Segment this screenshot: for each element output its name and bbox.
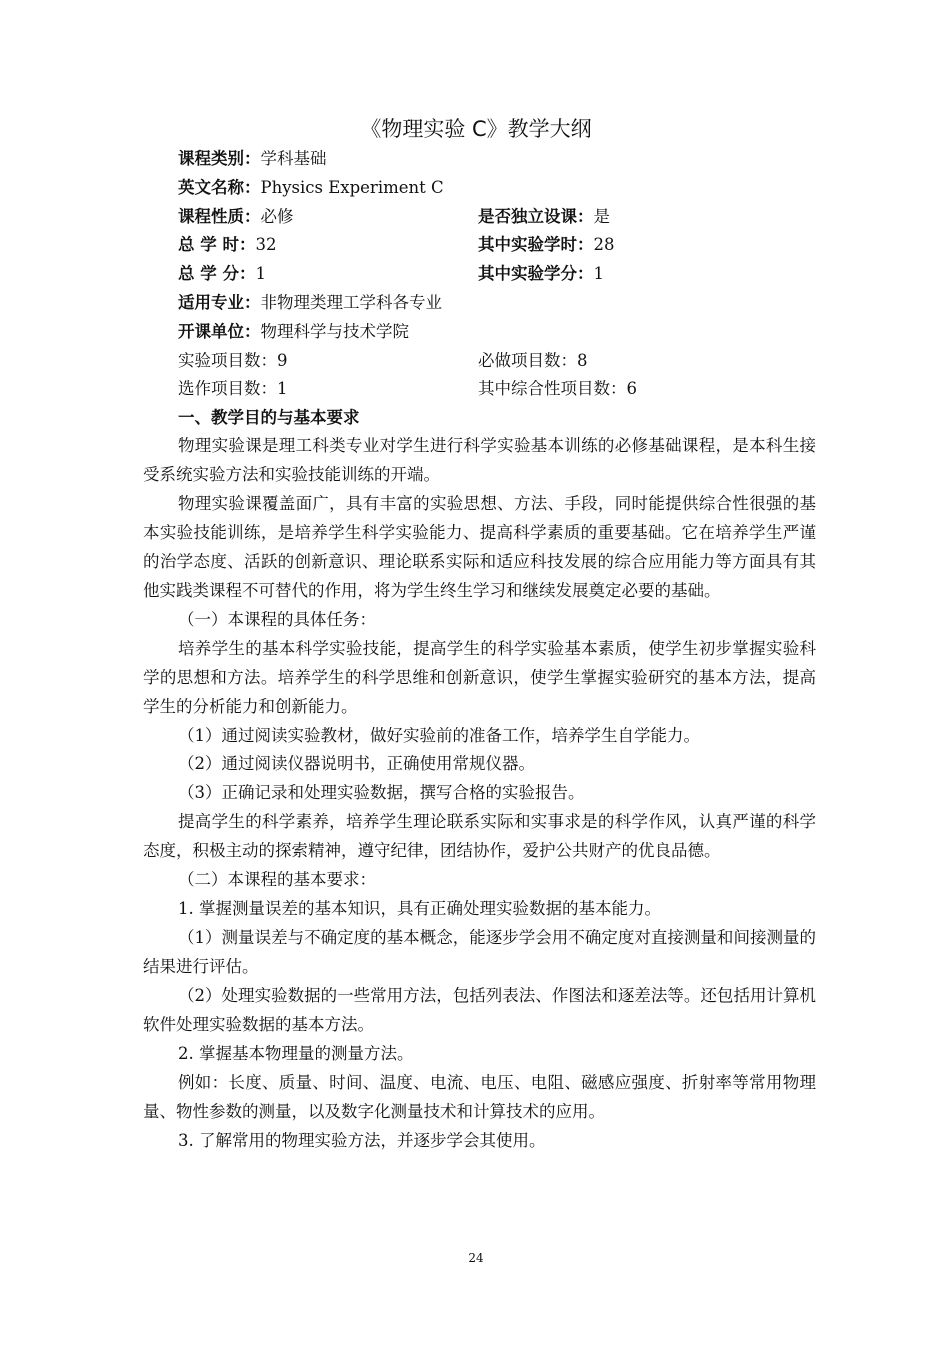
meta-row xyxy=(178,174,838,203)
meta-row xyxy=(178,347,838,376)
comprehensive-count: 其中综合性项目数：6 xyxy=(478,379,637,399)
independent-value: 是 xyxy=(593,206,610,226)
total-hours-value: 32 xyxy=(255,235,277,255)
list-item: 1. 掌握测量误差的基本知识，具有正确处理实验数据的基本能力。 xyxy=(178,899,661,919)
meta-row xyxy=(178,231,838,260)
meta-row xyxy=(178,203,838,232)
page-number: 24 xyxy=(468,1251,484,1265)
paragraph: 培养学生的基本科学实验技能，提高学生的科学实验基本素质，使学生初步掌握实验科学的思想和方法。培养学生的科学思维和创新意识，使学生掌握实验研究的基本方法，提高学生的分析能力和创新能力。 xyxy=(143,638,816,716)
meta-row xyxy=(178,145,838,174)
required-count: 必做项目数：8 xyxy=(478,350,588,370)
total-credits-value: 1 xyxy=(255,264,266,284)
document-title: 《物理实验 C》教学大纲 xyxy=(360,117,592,141)
meta-row xyxy=(178,260,838,289)
total-hours-label: 总 学 时： xyxy=(178,235,256,255)
majors-value: 非物理类理工学科各专业 xyxy=(260,292,442,312)
paragraph: 物理实验课是理工科类专业对学生进行科学实验基本训练的必修基础课程，是本科生接受系统实验方法和实验技能训练的开端。 xyxy=(143,436,816,484)
course-nature-label: 课程性质： xyxy=(178,206,261,226)
department-label: 开课单位： xyxy=(178,321,261,341)
list-item: 2. 掌握基本物理量的测量方法。 xyxy=(178,1044,414,1064)
meta-row xyxy=(178,375,838,404)
meta-row xyxy=(178,318,838,347)
department-value: 物理科学与技术学院 xyxy=(260,321,409,341)
project-count: 实验项目数：9 xyxy=(178,350,288,370)
list-item: （3）正确记录和处理实验数据，撰写合格的实验报告。 xyxy=(178,783,585,803)
subheading: （一）本课程的具体任务： xyxy=(178,609,376,629)
paragraph: 物理实验课覆盖面广，具有丰富的实验思想、方法、手段，同时能提供综合性很强的基本实验技能训练，是培养学生科学实验能力、提高科学素质的重要基础。它在培养学生严谨的治学态度、活跃的创新意识、理论联系实际和适应科技发展的综合应用能力等方面具有其他实践类课程不可替代的作用，将为学生终生学习和继续发展奠定必要的基础。 xyxy=(143,493,816,600)
subheading: （二）本课程的基本要求： xyxy=(178,870,376,890)
section-heading: 一、教学目的与基本要求 xyxy=(178,408,360,427)
paragraph: 例如：长度、质量、时间、温度、电流、电压、电阻、磁感应强度、折射率等常用物理量、物性参数的测量，以及数字化测量技术和计算技术的应用。 xyxy=(143,1072,816,1121)
majors-label: 适用专业： xyxy=(178,292,261,312)
list-item: 3. 了解常用的物理实验方法，并逐步学会其使用。 xyxy=(178,1130,546,1150)
list-item: （1）通过阅读实验教材，做好实验前的准备工作，培养学生自学能力。 xyxy=(178,725,700,745)
paragraph: 提高学生的科学素养，培养学生理论联系实际和实事求是的科学作风，认真严谨的科学态度，积极主动的探索精神，遵守纪律，团结协作，爱护公共财产的优良品德。 xyxy=(143,812,816,861)
meta-row xyxy=(178,289,838,318)
lab-credits-value: 1 xyxy=(593,264,604,284)
lab-hours-label: 其中实验学时： xyxy=(478,235,594,255)
english-name-label: 英文名称： xyxy=(178,177,261,197)
course-category-label: 课程类别： xyxy=(178,149,261,168)
total-credits-label: 总 学 分： xyxy=(178,264,256,284)
course-info xyxy=(178,145,838,404)
list-item: （1）测量误差与不确定度的基本概念，能逐步学会用不确定度对直接测量和间接测量的结果进行评估。 xyxy=(143,928,816,977)
course-category-value: 学科基础 xyxy=(260,149,327,168)
list-item: （2）通过阅读仪器说明书，正确使用常规仪器。 xyxy=(178,754,535,774)
lab-credits-label: 其中实验学分： xyxy=(478,264,594,284)
course-nature-value: 必修 xyxy=(260,206,294,226)
document-body xyxy=(143,403,816,1156)
list-item: （2）处理实验数据的一些常用方法，包括列表法、作图法和逐差法等。还包括用计算机软件处理实验数据的基本方法。 xyxy=(143,986,816,1035)
english-name-value: Physics Experiment C xyxy=(260,177,444,197)
optional-count: 选作项目数：1 xyxy=(178,379,288,399)
independent-label: 是否独立设课： xyxy=(478,206,594,226)
lab-hours-value: 28 xyxy=(593,235,615,255)
